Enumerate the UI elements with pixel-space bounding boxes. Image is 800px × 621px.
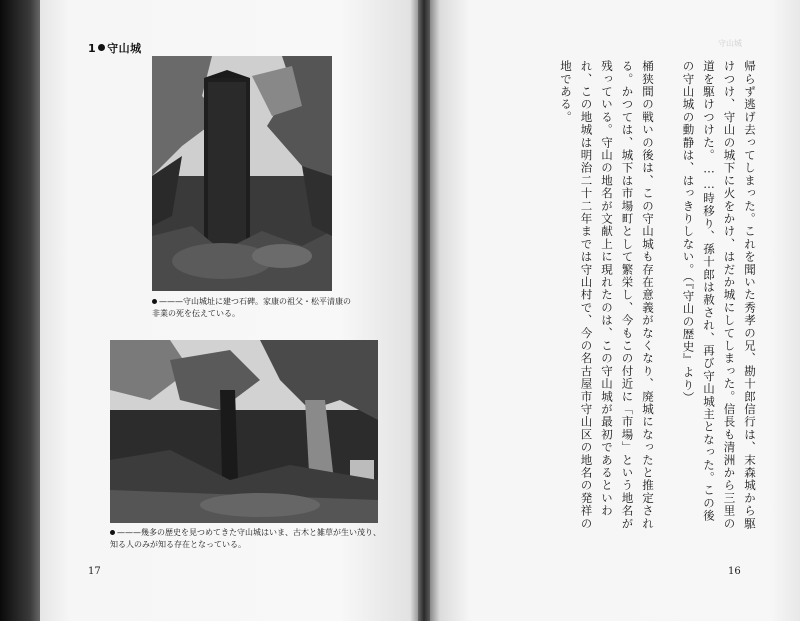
caption-bullet-icon — [152, 299, 157, 304]
page-number-right: 16 — [728, 566, 741, 577]
monument-photo — [152, 56, 332, 291]
caption-bullet-icon — [110, 530, 115, 535]
bullet-icon — [98, 44, 105, 51]
castle-ruins-photo — [110, 340, 378, 523]
chapter-number: 1 — [88, 42, 97, 55]
body-text — [560, 60, 760, 530]
castle-ruins-photo-caption — [110, 527, 386, 551]
caption-text: ———守山城址に建つ石碑。家康の祖父・松平清康の非業の死を伝えている。 — [152, 297, 351, 318]
monument-photo-image — [152, 56, 332, 291]
right-running-head: 守山城 — [718, 39, 742, 48]
monument-photo-caption — [152, 296, 352, 320]
chapter-title: 守山城 — [107, 42, 142, 55]
body-paragraph-2: 桶狭間の戦いの後は、この守山城も存在意義がなくなり、廃城になったと推定される。かつては、城下は市場町として繁栄し、今もこの付近に「市場」という地名が残っている。守山の地名が文献上に現れたのは、この守山城が最初であるといわれ、この地城は明治二十二年までは守山村で、今の名古屋市守山区の地名の発祥の地である。 — [559, 60, 655, 530]
caption-text: ———幾多の歴史を見つめてきた守山城はいま、古木と雑草が生い茂り、知る人のみが知る存在となっている。 — [110, 528, 381, 549]
body-paragraph-1: 帰らず逃げ去ってしまった。これを聞いた秀孝の兄、勘十郎信行は、末森城から駆けつけ、守山の城下に火をかけ、はだか城にしてしまった。信長も清洲から三里の道を駆けつけた。……時移り、孫十郎は赦され、再び守山城主となった。この後の守山城の動静は、はっきりしない。（『守山の歴史』より） — [681, 60, 757, 530]
book-gutter — [418, 0, 430, 621]
castle-ruins-photo-image — [110, 340, 378, 523]
running-head — [88, 40, 142, 56]
page-number-left: 17 — [88, 566, 101, 577]
